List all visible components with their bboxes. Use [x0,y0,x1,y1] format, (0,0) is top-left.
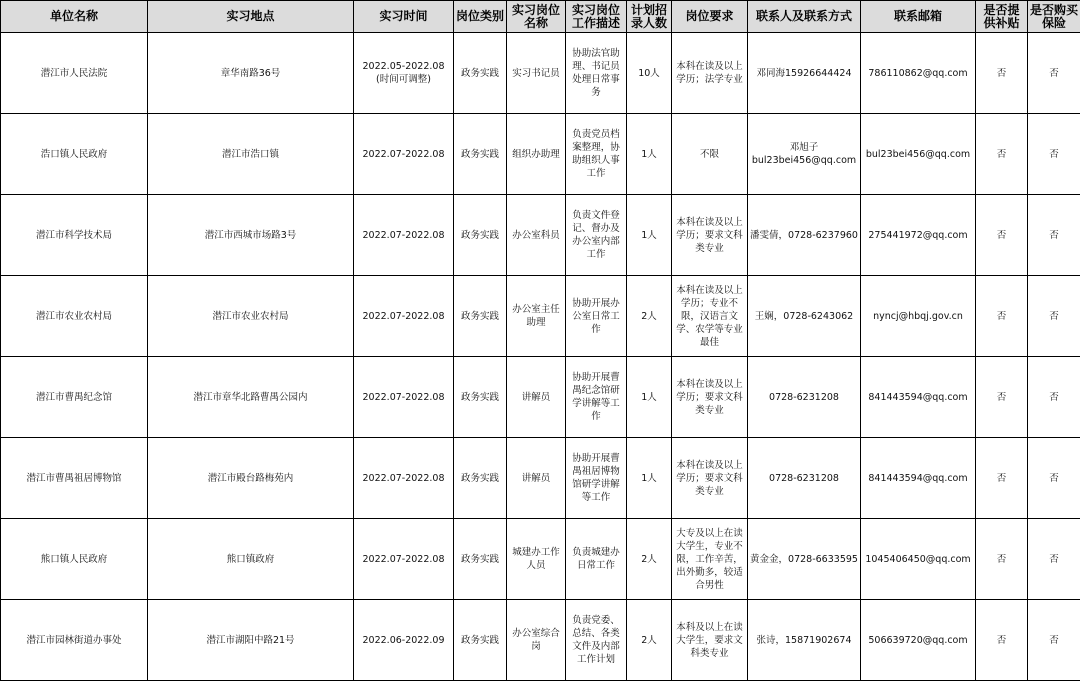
cell-subsidy: 否 [976,195,1028,276]
cell-category: 政务实践 [454,438,507,519]
table-row [1,114,1080,195]
cell-category: 政务实践 [454,357,507,438]
cell-email: 786110862@qq.com [861,33,976,114]
cell-period: 2022.07-2022.08 [354,276,454,357]
cell-quota: 1人 [627,195,672,276]
cell-contact: 黄金金，0728-6633595 [748,519,861,600]
cell-quota: 2人 [627,600,672,681]
cell-period: 2022.07-2022.08 [354,519,454,600]
cell-subsidy: 否 [976,600,1028,681]
table-row [1,276,1080,357]
cell-position: 实习书记员 [507,33,566,114]
cell-insurance: 否 [1028,357,1080,438]
cell-description: 协助法官助理、书记员处理日常事务 [566,33,627,114]
header-category: 岗位类别 [454,1,507,33]
header-position: 实习岗位名称 [507,1,566,33]
cell-description: 负责文件登记、督办及办公室内部工作 [566,195,627,276]
cell-description: 负责党员档案整理，协助组织人事工作 [566,114,627,195]
cell-contact: 0728-6231208 [748,438,861,519]
cell-contact: 邓旭子 bul23bei456@qq.com [748,114,861,195]
header-unit: 单位名称 [1,1,148,33]
cell-unit: 浩口镇人民政府 [1,114,148,195]
cell-subsidy: 否 [976,519,1028,600]
cell-description: 协助开展曹禺祖居博物馆研学讲解等工作 [566,438,627,519]
header-description: 实习岗位工作描述 [566,1,627,33]
table-row [1,600,1080,681]
cell-insurance: 否 [1028,600,1080,681]
cell-category: 政务实践 [454,195,507,276]
cell-email: 1045406450@qq.com [861,519,976,600]
cell-subsidy: 否 [976,357,1028,438]
cell-position: 组织办助理 [507,114,566,195]
cell-insurance: 否 [1028,519,1080,600]
header-email: 联系邮箱 [861,1,976,33]
cell-email: nyncj@hbqj.gov.cn [861,276,976,357]
cell-unit: 潜江市农业农村局 [1,276,148,357]
cell-position: 办公室科员 [507,195,566,276]
cell-category: 政务实践 [454,114,507,195]
cell-insurance: 否 [1028,114,1080,195]
cell-quota: 1人 [627,114,672,195]
header-period: 实习时间 [354,1,454,33]
header-row [1,1,1080,33]
cell-position: 办公室主任助理 [507,276,566,357]
cell-requirement: 本科在读及以上学历；要求文科类专业 [672,195,748,276]
cell-subsidy: 否 [976,276,1028,357]
cell-position: 城建办工作人员 [507,519,566,600]
cell-email: 275441972@qq.com [861,195,976,276]
cell-requirement: 本科在读及以上学历；要求文科类专业 [672,438,748,519]
cell-position: 讲解员 [507,438,566,519]
cell-requirement: 本科在读及以上学历；要求文科类专业 [672,357,748,438]
cell-location: 章华南路36号 [148,33,354,114]
header-requirement: 岗位要求 [672,1,748,33]
cell-requirement: 大专及以上在读大学生，专业不限，工作辛苦，出外勤多，较适合男性 [672,519,748,600]
cell-insurance: 否 [1028,33,1080,114]
header-quota: 计划招录人数 [627,1,672,33]
cell-unit: 潜江市曹禺祖居博物馆 [1,438,148,519]
cell-location: 潜江市殿台路梅苑内 [148,438,354,519]
cell-unit: 潜江市曹禺纪念馆 [1,357,148,438]
cell-requirement: 本科及以上在读大学生，要求文科类专业 [672,600,748,681]
cell-contact: 0728-6231208 [748,357,861,438]
table-row [1,438,1080,519]
table-row [1,195,1080,276]
table-body [1,33,1080,681]
cell-contact: 王娴，0728-6243062 [748,276,861,357]
cell-period: 2022.07-2022.08 [354,114,454,195]
cell-subsidy: 否 [976,33,1028,114]
cell-requirement: 不限 [672,114,748,195]
cell-quota: 2人 [627,519,672,600]
header-insurance: 是否购买保险 [1028,1,1080,33]
cell-insurance: 否 [1028,438,1080,519]
cell-location: 潜江市浩口镇 [148,114,354,195]
cell-description: 负责党委、总结、各类文件及内部工作计划 [566,600,627,681]
cell-subsidy: 否 [976,438,1028,519]
cell-unit: 潜江市人民法院 [1,33,148,114]
cell-category: 政务实践 [454,33,507,114]
cell-period: 2022.05-2022.08 (时间可调整) [354,33,454,114]
cell-location: 潜江市农业农村局 [148,276,354,357]
header-location: 实习地点 [148,1,354,33]
table-row [1,519,1080,600]
cell-contact: 邓同海15926644424 [748,33,861,114]
cell-email: 841443594@qq.com [861,357,976,438]
cell-requirement: 本科在读及以上学历；法学专业 [672,33,748,114]
cell-description: 协助开展办公室日常工作 [566,276,627,357]
cell-unit: 熊口镇人民政府 [1,519,148,600]
cell-contact: 潘雯倩，0728-6237960 [748,195,861,276]
cell-category: 政务实践 [454,276,507,357]
cell-subsidy: 否 [976,114,1028,195]
cell-quota: 1人 [627,357,672,438]
cell-unit: 潜江市科学技术局 [1,195,148,276]
cell-period: 2022.06-2022.09 [354,600,454,681]
cell-position: 讲解员 [507,357,566,438]
cell-description: 负责城建办日常工作 [566,519,627,600]
table-row [1,33,1080,114]
cell-quota: 2人 [627,276,672,357]
cell-unit: 潜江市园林街道办事处 [1,600,148,681]
cell-location: 熊口镇政府 [148,519,354,600]
cell-contact: 张诗，15871902674 [748,600,861,681]
cell-location: 潜江市西城市场路3号 [148,195,354,276]
cell-email: 506639720@qq.com [861,600,976,681]
cell-category: 政务实践 [454,519,507,600]
cell-email: bul23bei456@qq.com [861,114,976,195]
header-contact: 联系人及联系方式 [748,1,861,33]
cell-location: 潜江市章华北路曹禺公园内 [148,357,354,438]
cell-location: 潜江市湖阳中路21号 [148,600,354,681]
cell-insurance: 否 [1028,276,1080,357]
cell-period: 2022.07-2022.08 [354,357,454,438]
table-row [1,357,1080,438]
cell-quota: 10人 [627,33,672,114]
cell-quota: 1人 [627,438,672,519]
cell-period: 2022.07-2022.08 [354,195,454,276]
cell-category: 政务实践 [454,600,507,681]
cell-email: 841443594@qq.com [861,438,976,519]
cell-requirement: 本科在读及以上学历；专业不限，汉语言文学、农学等专业最佳 [672,276,748,357]
cell-insurance: 否 [1028,195,1080,276]
header-subsidy: 是否提供补贴 [976,1,1028,33]
cell-position: 办公室综合岗 [507,600,566,681]
cell-description: 协助开展曹禺纪念馆研学讲解等工作 [566,357,627,438]
cell-period: 2022.07-2022.08 [354,438,454,519]
